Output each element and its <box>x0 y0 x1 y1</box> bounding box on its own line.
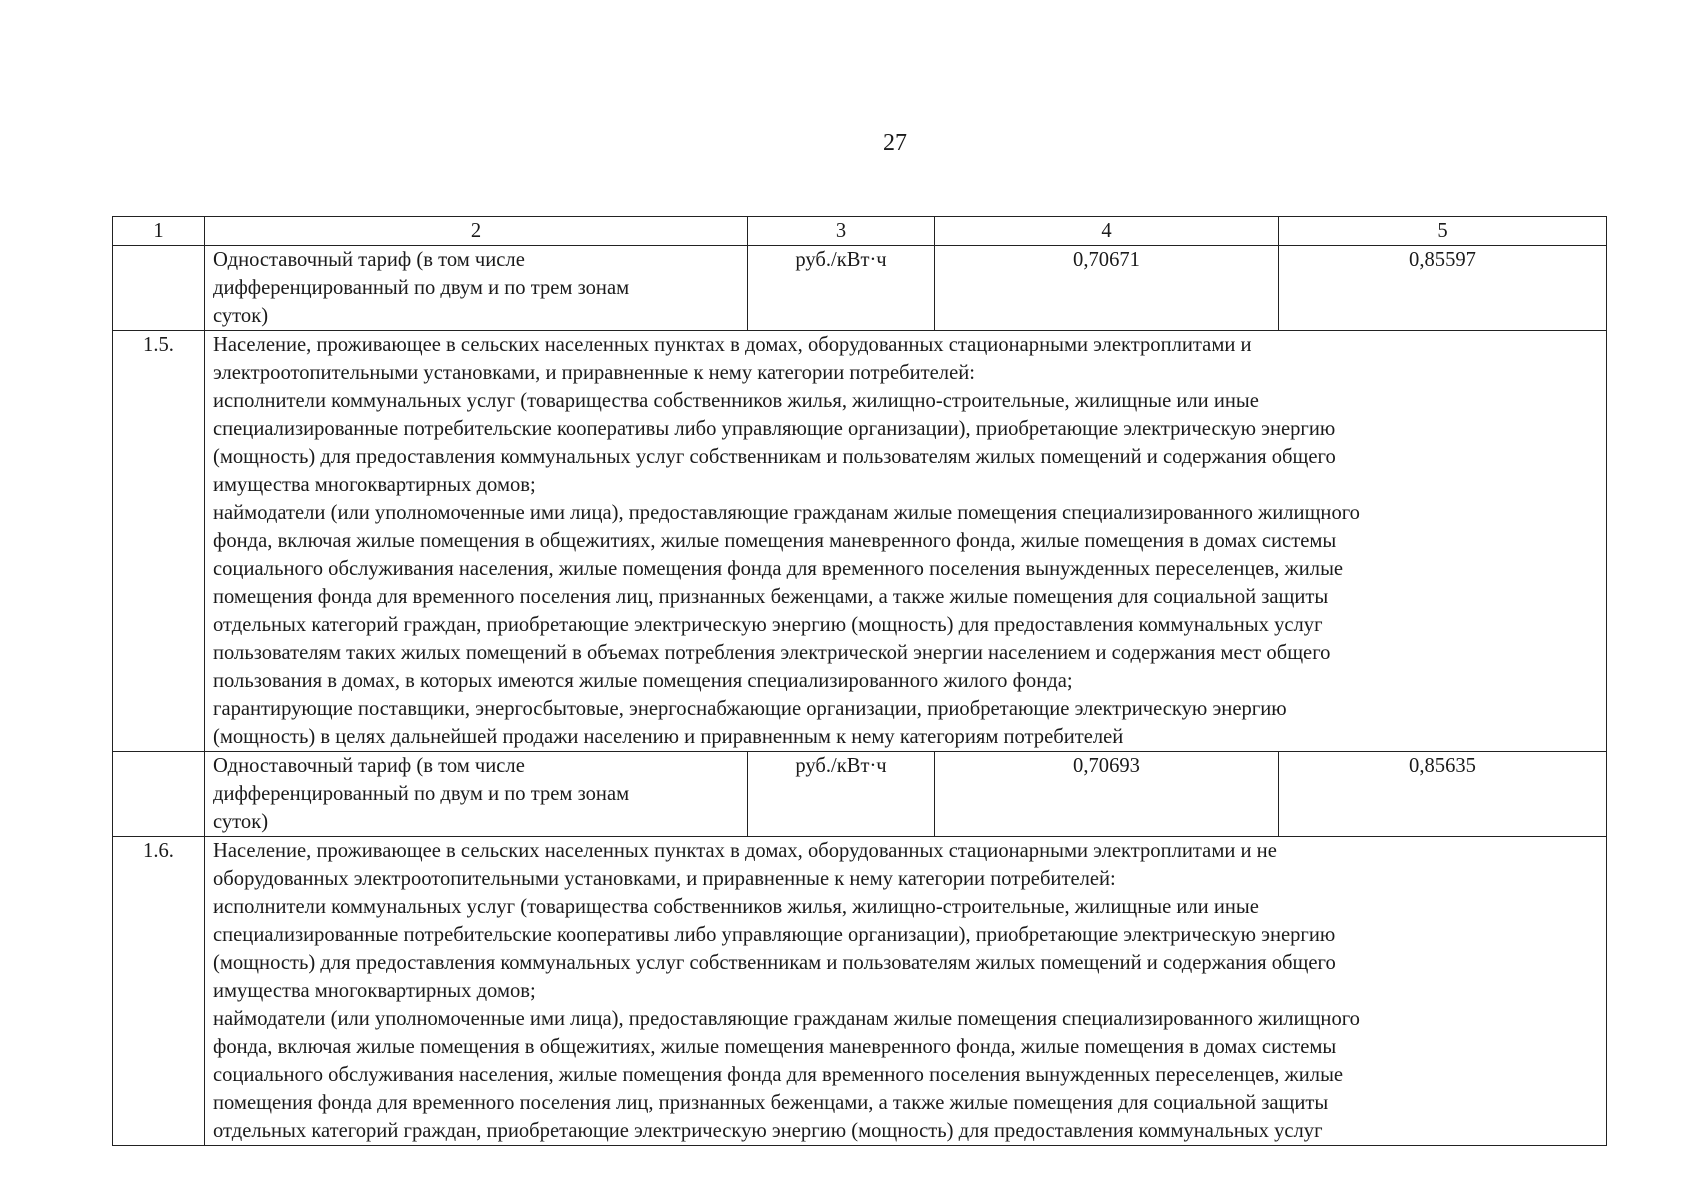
description-line: фонда, включая жилые помещения в общежитиях, жилые помещения маневренного фонда, жилые помещения в домах системы <box>213 530 1337 552</box>
description-line: имущества многоквартирных домов; <box>213 474 536 496</box>
unit-cell: руб./кВт·ч <box>748 246 935 331</box>
row-number-cell <box>113 246 205 331</box>
description-line: отдельных категорий граждан, приобретающие электрическую энергию (мощность) для предоставления коммунальных услуг <box>213 1120 1323 1142</box>
description-line: (мощность) для предоставления коммунальных услуг собственникам и пользователям жилых помещений и содержания общего <box>213 952 1336 974</box>
description-line: электроотопительными установками, и приравненные к нему категории потребителей: <box>213 362 975 384</box>
tariff-table <box>112 216 1607 1146</box>
description-line: исполнители коммунальных услуг (товарищества собственников жилья, жилищно-строительные, жилищные или иные <box>213 896 1259 918</box>
header-cell-5: 5 <box>1279 217 1607 246</box>
table-row <box>113 752 1607 837</box>
header-cell-2: 2 <box>205 217 748 246</box>
description-line: отдельных категорий граждан, приобретающие электрическую энергию (мощность) для предоставления коммунальных услуг <box>213 614 1323 636</box>
section-description <box>205 837 1607 1146</box>
tariff-name-line: суток) <box>213 305 269 327</box>
description-line: (мощность) в целях дальнейшей продажи населению и приравненным к нему категориям потребителей <box>213 726 1124 748</box>
description-line: специализированные потребительские кооперативы либо управляющие организации), приобретающие электрическую энергию <box>213 418 1336 440</box>
tariff-name-line: Одноставочный тариф (в том числе <box>213 755 525 777</box>
description-line: пользования в домах, в которых имеются жилые помещения специализированного жилого фонда; <box>213 670 1073 692</box>
description-line: имущества многоквартирных домов; <box>213 980 536 1002</box>
value-col5-cell: 0,85635 <box>1279 752 1607 837</box>
description-line: (мощность) для предоставления коммунальных услуг собственникам и пользователям жилых помещений и содержания общего <box>213 446 1336 468</box>
row-number-cell <box>113 752 205 837</box>
description-line: пользователям таких жилых помещений в объемах потребления электрической энергии населением и содержания мест общего <box>213 642 1331 664</box>
description-line: Население, проживающее в сельских населенных пунктах в домах, оборудованных стационарными электроплитами и не <box>213 840 1277 862</box>
section-row-1-5 <box>113 331 1607 752</box>
value-col5-cell: 0,85597 <box>1279 246 1607 331</box>
header-cell-3: 3 <box>748 217 935 246</box>
header-cell-4: 4 <box>935 217 1279 246</box>
value-col4-cell: 0,70693 <box>935 752 1279 837</box>
section-row-1-6 <box>113 837 1607 1146</box>
tariff-name-line: дифференцированный по двум и по трем зонам <box>213 783 630 805</box>
table-row <box>113 246 1607 331</box>
header-row <box>113 217 1607 246</box>
description-line: помещения фонда для временного поселения лиц, признанных беженцами, а также жилые помещения для социальной защиты <box>213 1092 1329 1114</box>
description-line: помещения фонда для временного поселения лиц, признанных беженцами, а также жилые помещения для социальной защиты <box>213 586 1329 608</box>
description-line: оборудованных электроотопительными установками, и приравненные к нему категории потребителей: <box>213 868 1116 890</box>
description-line: социального обслуживания населения, жилые помещения фонда для временного поселения вынужденных переселенцев, жилые <box>213 558 1344 580</box>
section-number: 1.5. <box>113 331 205 752</box>
description-line: исполнители коммунальных услуг (товарищества собственников жилья, жилищно-строительные, жилищные или иные <box>213 390 1259 412</box>
description-line: Население, проживающее в сельских населенных пунктах в домах, оборудованных стационарными электроплитами и <box>213 334 1252 356</box>
tariff-name-cell <box>205 752 748 837</box>
tariff-name-line: дифференцированный по двум и по трем зонам <box>213 277 630 299</box>
description-line: социального обслуживания населения, жилые помещения фонда для временного поселения вынужденных переселенцев, жилые <box>213 1064 1344 1086</box>
description-line: гарантирующие поставщики, энергосбытовые, энергоснабжающие организации, приобретающие электрическую энергию <box>213 698 1287 720</box>
header-cell-1: 1 <box>113 217 205 246</box>
unit-cell: руб./кВт·ч <box>748 752 935 837</box>
value-col4-cell: 0,70671 <box>935 246 1279 331</box>
description-line: фонда, включая жилые помещения в общежитиях, жилые помещения маневренного фонда, жилые помещения в домах системы <box>213 1036 1337 1058</box>
description-line: наймодатели (или уполномоченные ими лица), предоставляющие гражданам жилые помещения специализированного жилищного <box>213 502 1360 524</box>
description-line: специализированные потребительские кооперативы либо управляющие организации), приобретающие электрическую энергию <box>213 924 1336 946</box>
tariff-name-line: Одноставочный тариф (в том числе <box>213 249 525 271</box>
page-number: 27 <box>883 130 907 156</box>
section-number: 1.6. <box>113 837 205 1146</box>
section-description <box>205 331 1607 752</box>
description-line: наймодатели (или уполномоченные ими лица), предоставляющие гражданам жилые помещения специализированного жилищного <box>213 1008 1360 1030</box>
tariff-name-cell <box>205 246 748 331</box>
tariff-name-line: суток) <box>213 811 269 833</box>
